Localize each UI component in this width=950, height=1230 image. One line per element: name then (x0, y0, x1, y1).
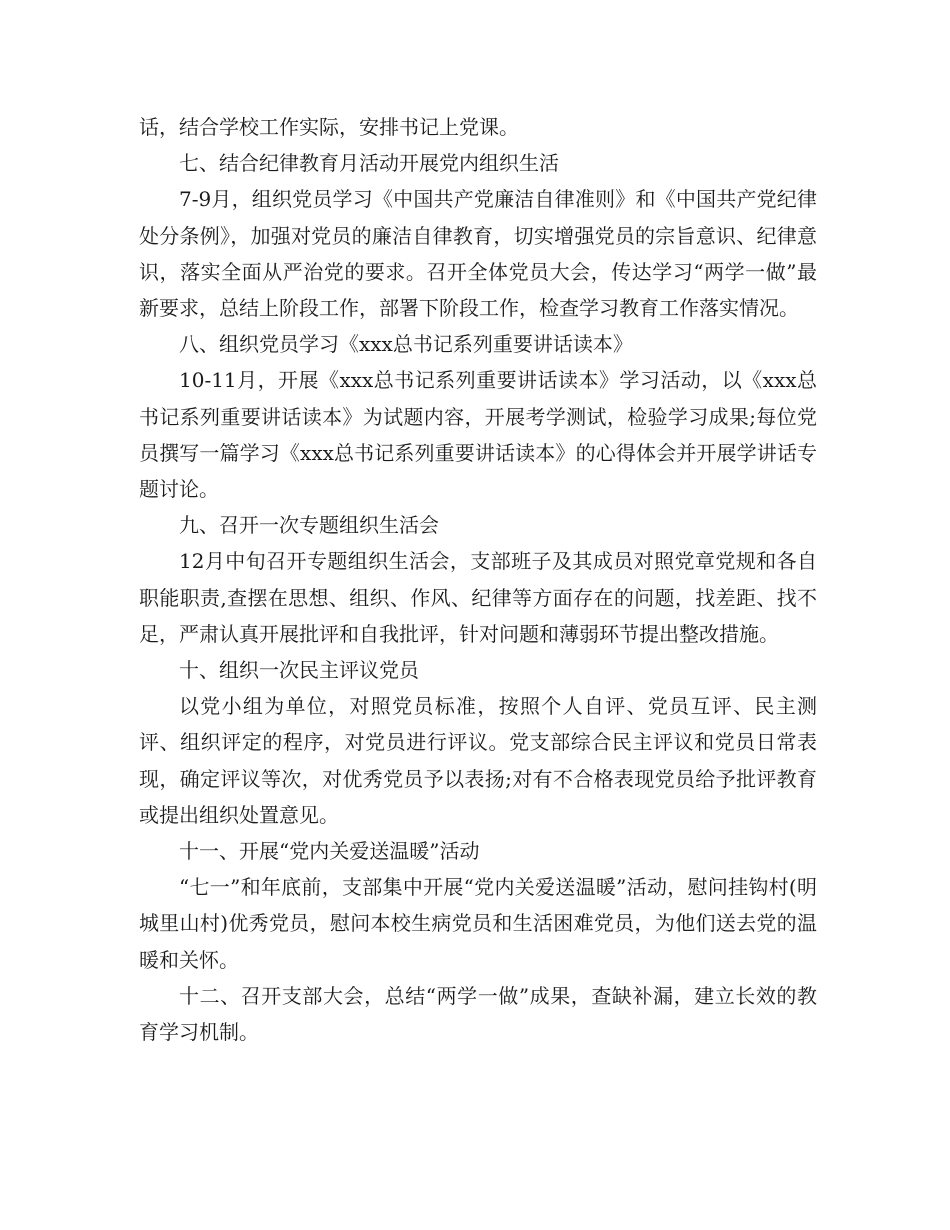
section-heading-8: 八、组织党员学习《xxx总书记系列重要讲话读本》 (179, 332, 633, 357)
section-heading-9: 九、召开一次专题组织生活会 (179, 513, 439, 538)
paragraph-section-9: 12月中旬召开专题组织生活会，支部班子及其成员对照党章党规和各自职能职责,查摆在思想、组织、作风、纪律等方面存在的问题，找差距、找不足，严肃认真开展批评和自我批评，针对问题和薄弱环节提出整改措施。 (139, 549, 817, 646)
paragraph-continuation: 话，结合学校工作实际，安排书记上党课。 (139, 115, 519, 139)
paragraph-section-11: “七一”和年底前，支部集中开展“党内关爱送温暖”活动，慰问挂钩村(明城里山村)优秀党员，慰问本校生病党员和生活困难党员，为他们送去党的温暖和关怀。 (139, 875, 817, 972)
document-body (139, 109, 817, 1050)
section-heading-10: 十、组织一次民主评议党员 (179, 658, 419, 683)
section-heading-11: 十一、开展“党内关爱送温暖”活动 (179, 839, 480, 864)
paragraph-section-7: 7-9月，组织党员学习《中国共产党廉洁自律准则》和《中国共产党纪律处分条例》，加强对党员的廉洁自律教育，切实增强党员的宗旨意识、纪律意识，落实全面从严治党的要求。召开全体党员大会，传达学习“两学一做”最新要求，总结上阶段工作，部署下阶段工作，检查学习教育工作落实情况。 (139, 187, 817, 321)
paragraph-section-8: 10-11月，开展《xxx总书记系列重要讲话读本》学习活动，以《xxx总书记系列重要讲话读本》为试题内容，开展考学测试，检验学习成果;每位党员撰写一篇学习《xxx总书记系列重要讲话读本》的心得体会并开展学讲话专题讨论。 (139, 368, 817, 502)
section-heading-12: 十二、召开支部大会，总结“两学一做”成果，查缺补漏，建立长效的教育学习机制。 (139, 983, 817, 1045)
paragraph-section-10: 以党小组为单位，对照党员标准，按照个人自评、党员互评、民主测评、组织评定的程序，对党员进行评议。党支部综合民主评议和党员日常表现，确定评议等次，对优秀党员予以表扬;对有不合格表现党员给予批评教育或提出组织处置意见。 (139, 694, 817, 827)
section-heading-7: 七、结合纪律教育月活动开展党内组织生活 (179, 151, 559, 176)
